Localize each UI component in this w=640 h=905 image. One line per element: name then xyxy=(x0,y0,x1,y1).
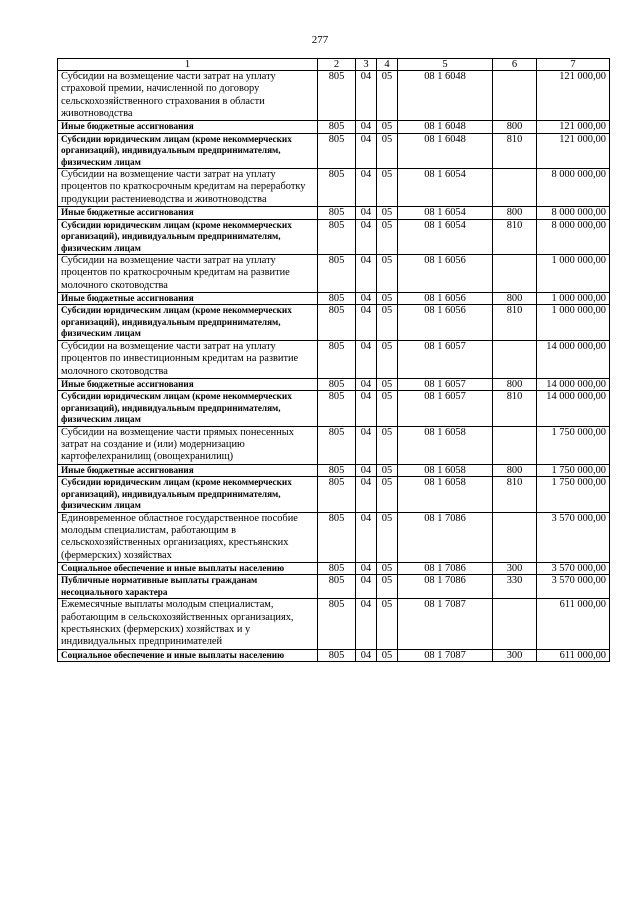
amount-cell: 1 750 000,00 xyxy=(537,477,610,513)
section-code-cell: 04 xyxy=(356,121,377,134)
subsection-code-cell: 05 xyxy=(377,292,398,305)
ministry-code-cell: 805 xyxy=(318,378,356,391)
amount-cell: 1 750 000,00 xyxy=(537,426,610,464)
amount-cell: 3 570 000,00 xyxy=(537,562,610,575)
target-article-cell: 08 1 6054 xyxy=(398,207,493,220)
row-name-cell: Иные бюджетные ассигнования xyxy=(58,464,318,477)
section-code-cell: 04 xyxy=(356,219,377,255)
row-name-cell: Субсидии на возмещение части затрат на уплату процентов по краткосрочным кредитам на переработку продукции растениеводства и животноводства xyxy=(58,169,318,207)
subsection-code-cell: 05 xyxy=(377,649,398,662)
expense-type-cell xyxy=(493,71,537,121)
expense-type-cell: 810 xyxy=(493,391,537,427)
budget-table xyxy=(57,58,610,662)
table-row xyxy=(58,305,610,341)
expense-type-cell: 300 xyxy=(493,562,537,575)
ministry-code-cell: 805 xyxy=(318,512,356,562)
expense-type-cell xyxy=(493,169,537,207)
amount-cell: 14 000 000,00 xyxy=(537,378,610,391)
expense-type-cell xyxy=(493,599,537,649)
section-code-cell: 04 xyxy=(356,207,377,220)
section-code-cell: 04 xyxy=(356,340,377,378)
target-article-cell: 08 1 6058 xyxy=(398,464,493,477)
table-row xyxy=(58,133,610,169)
amount-cell: 121 000,00 xyxy=(537,133,610,169)
expense-type-cell: 330 xyxy=(493,575,537,599)
subsection-code-cell: 05 xyxy=(377,340,398,378)
table-row xyxy=(58,391,610,427)
subsection-code-cell: 05 xyxy=(377,169,398,207)
header-col-2: 2 xyxy=(318,59,356,71)
row-name-cell: Иные бюджетные ассигнования xyxy=(58,207,318,220)
target-article-cell: 08 1 6048 xyxy=(398,121,493,134)
row-name-cell: Единовременное областное государственное пособие молодым специалистам, работающим в сельскохозяйственных организациях, крестьянских (фермерских) хозяйствах xyxy=(58,512,318,562)
section-code-cell: 04 xyxy=(356,133,377,169)
section-code-cell: 04 xyxy=(356,391,377,427)
table-row xyxy=(58,71,610,121)
subsection-code-cell: 05 xyxy=(377,562,398,575)
row-name-cell: Публичные нормативные выплаты гражданам несоциального характера xyxy=(58,575,318,599)
subsection-code-cell: 05 xyxy=(377,426,398,464)
section-code-cell: 04 xyxy=(356,305,377,341)
table-row xyxy=(58,562,610,575)
target-article-cell: 08 1 7086 xyxy=(398,575,493,599)
subsection-code-cell: 05 xyxy=(377,255,398,293)
ministry-code-cell: 805 xyxy=(318,133,356,169)
row-name-cell: Субсидии на возмещение части затрат на уплату процентов по краткосрочным кредитам на развитие молочного скотоводства xyxy=(58,255,318,293)
amount-cell: 611 000,00 xyxy=(537,599,610,649)
amount-cell: 3 570 000,00 xyxy=(537,575,610,599)
table-row xyxy=(58,255,610,293)
expense-type-cell: 800 xyxy=(493,292,537,305)
table-row xyxy=(58,575,610,599)
subsection-code-cell: 05 xyxy=(377,71,398,121)
section-code-cell: 04 xyxy=(356,426,377,464)
header-row xyxy=(58,59,610,71)
section-code-cell: 04 xyxy=(356,378,377,391)
target-article-cell: 08 1 6054 xyxy=(398,169,493,207)
section-code-cell: 04 xyxy=(356,464,377,477)
row-name-cell: Социальное обеспечение и иные выплаты населению xyxy=(58,649,318,662)
table-row xyxy=(58,599,610,649)
header-col-7: 7 xyxy=(537,59,610,71)
subsection-code-cell: 05 xyxy=(377,121,398,134)
amount-cell: 1 000 000,00 xyxy=(537,305,610,341)
subsection-code-cell: 05 xyxy=(377,599,398,649)
header-col-3: 3 xyxy=(356,59,377,71)
ministry-code-cell: 805 xyxy=(318,207,356,220)
expense-type-cell: 810 xyxy=(493,133,537,169)
ministry-code-cell: 805 xyxy=(318,340,356,378)
amount-cell: 14 000 000,00 xyxy=(537,391,610,427)
subsection-code-cell: 05 xyxy=(377,512,398,562)
ministry-code-cell: 805 xyxy=(318,71,356,121)
row-name-cell: Субсидии на возмещение части прямых понесенных затрат на создание и (или) модернизацию картофелехранилищ (овощехранилищ) xyxy=(58,426,318,464)
expense-type-cell: 300 xyxy=(493,649,537,662)
section-code-cell: 04 xyxy=(356,477,377,513)
row-name-cell: Субсидии на возмещение части затрат на уплату страховой премии, начисленной по договору сельскохозяйственного страхования в области животноводства xyxy=(58,71,318,121)
target-article-cell: 08 1 6056 xyxy=(398,255,493,293)
target-article-cell: 08 1 6058 xyxy=(398,426,493,464)
expense-type-cell: 810 xyxy=(493,477,537,513)
amount-cell: 8 000 000,00 xyxy=(537,169,610,207)
amount-cell: 1 000 000,00 xyxy=(537,255,610,293)
table-row xyxy=(58,464,610,477)
ministry-code-cell: 805 xyxy=(318,305,356,341)
subsection-code-cell: 05 xyxy=(377,219,398,255)
section-code-cell: 04 xyxy=(356,292,377,305)
amount-cell: 1 000 000,00 xyxy=(537,292,610,305)
table-row xyxy=(58,649,610,662)
target-article-cell: 08 1 6054 xyxy=(398,219,493,255)
table-row xyxy=(58,121,610,134)
subsection-code-cell: 05 xyxy=(377,207,398,220)
target-article-cell: 08 1 6056 xyxy=(398,292,493,305)
target-article-cell: 08 1 6057 xyxy=(398,340,493,378)
subsection-code-cell: 05 xyxy=(377,305,398,341)
table-row xyxy=(58,207,610,220)
row-name-cell: Иные бюджетные ассигнования xyxy=(58,121,318,134)
ministry-code-cell: 805 xyxy=(318,121,356,134)
header-col-1: 1 xyxy=(58,59,318,71)
amount-cell: 8 000 000,00 xyxy=(537,219,610,255)
ministry-code-cell: 805 xyxy=(318,599,356,649)
ministry-code-cell: 805 xyxy=(318,575,356,599)
amount-cell: 121 000,00 xyxy=(537,71,610,121)
expense-type-cell xyxy=(493,512,537,562)
amount-cell: 14 000 000,00 xyxy=(537,340,610,378)
target-article-cell: 08 1 6057 xyxy=(398,378,493,391)
table-row xyxy=(58,426,610,464)
row-name-cell: Субсидии юридическим лицам (кроме некоммерческих организаций), индивидуальным предпринимателям, физическим лицам xyxy=(58,305,318,341)
table-row xyxy=(58,512,610,562)
subsection-code-cell: 05 xyxy=(377,391,398,427)
expense-type-cell xyxy=(493,340,537,378)
table-row xyxy=(58,378,610,391)
ministry-code-cell: 805 xyxy=(318,169,356,207)
page-number: 277 xyxy=(311,34,329,46)
section-code-cell: 04 xyxy=(356,255,377,293)
target-article-cell: 08 1 7087 xyxy=(398,649,493,662)
section-code-cell: 04 xyxy=(356,512,377,562)
row-name-cell: Иные бюджетные ассигнования xyxy=(58,292,318,305)
target-article-cell: 08 1 6057 xyxy=(398,391,493,427)
row-name-cell: Субсидии юридическим лицам (кроме некоммерческих организаций), индивидуальным предпринимателям, физическим лицам xyxy=(58,219,318,255)
subsection-code-cell: 05 xyxy=(377,477,398,513)
row-name-cell: Субсидии юридическим лицам (кроме некоммерческих организаций), индивидуальным предпринимателям, физическим лицам xyxy=(58,133,318,169)
ministry-code-cell: 805 xyxy=(318,391,356,427)
ministry-code-cell: 805 xyxy=(318,477,356,513)
amount-cell: 1 750 000,00 xyxy=(537,464,610,477)
target-article-cell: 08 1 6048 xyxy=(398,71,493,121)
ministry-code-cell: 805 xyxy=(318,219,356,255)
ministry-code-cell: 805 xyxy=(318,562,356,575)
ministry-code-cell: 805 xyxy=(318,255,356,293)
row-name-cell: Иные бюджетные ассигнования xyxy=(58,378,318,391)
header-col-4: 4 xyxy=(377,59,398,71)
target-article-cell: 08 1 6058 xyxy=(398,477,493,513)
expense-type-cell xyxy=(493,426,537,464)
subsection-code-cell: 05 xyxy=(377,378,398,391)
expense-type-cell xyxy=(493,255,537,293)
table-row xyxy=(58,219,610,255)
header-col-5: 5 xyxy=(398,59,493,71)
expense-type-cell: 800 xyxy=(493,121,537,134)
row-name-cell: Ежемесячные выплаты молодым специалистам, работающим в сельскохозяйственных организациях, крестьянских (фермерских) хозяйствах и у индивидуальных предпринимателей xyxy=(58,599,318,649)
amount-cell: 8 000 000,00 xyxy=(537,207,610,220)
row-name-cell: Социальное обеспечение и иные выплаты населению xyxy=(58,562,318,575)
row-name-cell: Субсидии на возмещение части затрат на уплату процентов по инвестиционным кредитам на развитие молочного скотоводства xyxy=(58,340,318,378)
section-code-cell: 04 xyxy=(356,562,377,575)
section-code-cell: 04 xyxy=(356,169,377,207)
ministry-code-cell: 805 xyxy=(318,426,356,464)
target-article-cell: 08 1 7086 xyxy=(398,512,493,562)
table-row xyxy=(58,292,610,305)
target-article-cell: 08 1 6048 xyxy=(398,133,493,169)
section-code-cell: 04 xyxy=(356,649,377,662)
table-row xyxy=(58,477,610,513)
amount-cell: 3 570 000,00 xyxy=(537,512,610,562)
row-name-cell: Субсидии юридическим лицам (кроме некоммерческих организаций), индивидуальным предпринимателям, физическим лицам xyxy=(58,477,318,513)
amount-cell: 611 000,00 xyxy=(537,649,610,662)
expense-type-cell: 810 xyxy=(493,219,537,255)
subsection-code-cell: 05 xyxy=(377,464,398,477)
subsection-code-cell: 05 xyxy=(377,575,398,599)
expense-type-cell: 800 xyxy=(493,378,537,391)
table-row xyxy=(58,340,610,378)
expense-type-cell: 800 xyxy=(493,464,537,477)
expense-type-cell: 800 xyxy=(493,207,537,220)
amount-cell: 121 000,00 xyxy=(537,121,610,134)
header-col-6: 6 xyxy=(493,59,537,71)
subsection-code-cell: 05 xyxy=(377,133,398,169)
table-row xyxy=(58,169,610,207)
ministry-code-cell: 805 xyxy=(318,649,356,662)
ministry-code-cell: 805 xyxy=(318,464,356,477)
target-article-cell: 08 1 7087 xyxy=(398,599,493,649)
ministry-code-cell: 805 xyxy=(318,292,356,305)
section-code-cell: 04 xyxy=(356,575,377,599)
expense-type-cell: 810 xyxy=(493,305,537,341)
target-article-cell: 08 1 7086 xyxy=(398,562,493,575)
section-code-cell: 04 xyxy=(356,71,377,121)
target-article-cell: 08 1 6056 xyxy=(398,305,493,341)
section-code-cell: 04 xyxy=(356,599,377,649)
row-name-cell: Субсидии юридическим лицам (кроме некоммерческих организаций), индивидуальным предпринимателям, физическим лицам xyxy=(58,391,318,427)
